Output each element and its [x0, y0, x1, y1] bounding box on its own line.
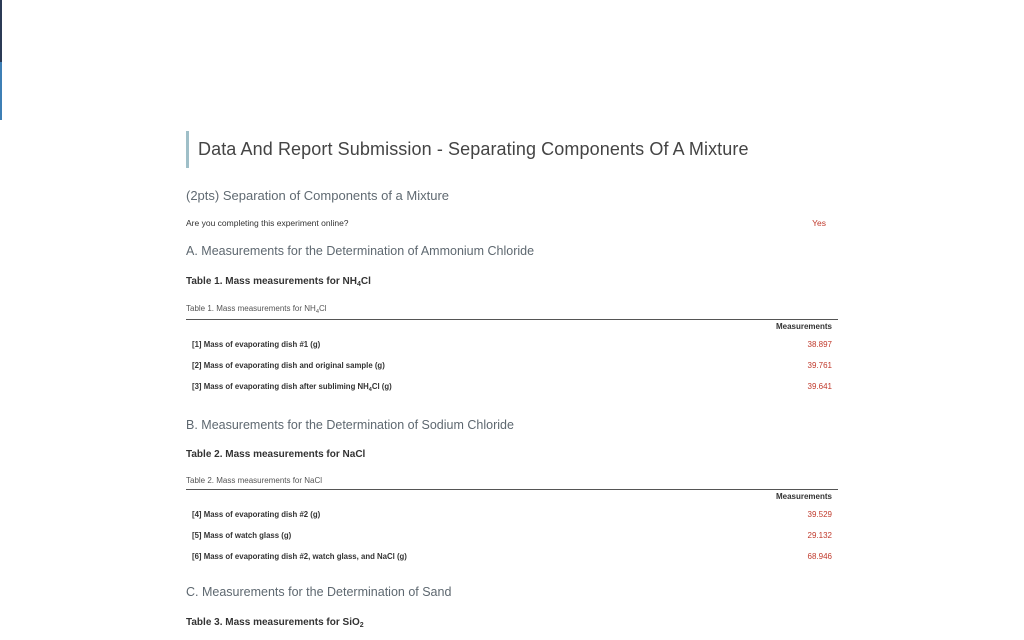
- section-heading-ammonium-chloride: A. Measurements for the Determination of Ammonium Chloride: [186, 244, 535, 258]
- table2-column-header: Measurements: [775, 492, 832, 501]
- table1-caption-tail: Cl: [318, 304, 327, 313]
- table1: [186, 319, 838, 400]
- table1-caption-text: Table 1. Mass measurements for NH: [186, 304, 316, 313]
- table-row-label-text: [3] Mass of evaporating dish after subliming NH: [192, 382, 369, 391]
- title-accent-bar: [186, 131, 189, 168]
- table-row-value[interactable]: 29.132: [807, 531, 832, 540]
- table3-heading: [186, 617, 364, 629]
- table2-caption: Table 2. Mass measurements for NaCl: [186, 476, 323, 485]
- table1-heading-text: Table 1. Mass measurements for NH: [186, 276, 357, 287]
- table-row-label: [2] Mass of evaporating dish and original sample (g): [192, 361, 385, 370]
- table2-heading: Table 2. Mass measurements for NaCl: [186, 449, 366, 460]
- table-row: [192, 382, 832, 393]
- table-row-value[interactable]: 39.529: [807, 510, 832, 519]
- table-row-label: [6] Mass of evaporating dish #2, watch glass, and NaCl (g): [192, 552, 407, 561]
- table-row-value[interactable]: 38.897: [807, 340, 832, 349]
- table1-caption-sub: 4: [315, 309, 319, 315]
- table1-heading-sub: 4: [357, 281, 361, 288]
- window-edge-strip: [0, 0, 2, 120]
- report-content: [186, 131, 838, 629]
- table-row-value[interactable]: 39.761: [807, 361, 832, 370]
- table3-heading-text: Table 3. Mass measurements for SiO: [186, 617, 360, 628]
- table-row-label: [5] Mass of watch glass (g): [192, 531, 292, 540]
- table-row: [192, 531, 832, 540]
- online-question-label: Are you completing this experiment online?: [186, 218, 349, 228]
- online-question-row: [186, 218, 838, 228]
- table-row-label: [1] Mass of evaporating dish #1 (g): [192, 340, 321, 349]
- table-row: [192, 361, 832, 370]
- table2: [186, 489, 838, 570]
- table1-caption: [186, 304, 327, 315]
- table-row-label: [4] Mass of evaporating dish #2 (g): [192, 510, 321, 519]
- table1-column-header: Measurements: [775, 322, 832, 331]
- table-row-label: [192, 382, 392, 391]
- table1-heading-tail: Cl: [360, 276, 371, 287]
- table3-heading-sub: 2: [359, 622, 364, 629]
- table-row: [192, 510, 832, 519]
- table-row-value[interactable]: 68.946: [807, 552, 832, 561]
- question-group-title: (2pts) Separation of Components of a Mixture: [186, 188, 450, 203]
- table-row-label-sub: 4: [368, 387, 372, 393]
- table-row: [192, 552, 832, 561]
- section-heading-sand: C. Measurements for the Determination of Sand: [186, 585, 452, 599]
- page-title: Data And Report Submission - Separating Components Of A Mixture: [198, 138, 749, 159]
- table1-heading: [186, 276, 371, 288]
- table-row-value[interactable]: 39.641: [807, 382, 832, 391]
- table-row: [192, 340, 832, 349]
- table-row-label-tail: Cl (g): [371, 382, 392, 391]
- section-heading-sodium-chloride: B. Measurements for the Determination of Sodium Chloride: [186, 418, 514, 432]
- window-edge-accent: [0, 62, 2, 120]
- online-question-answer[interactable]: Yes: [812, 218, 826, 228]
- page-title-block: [186, 131, 838, 167]
